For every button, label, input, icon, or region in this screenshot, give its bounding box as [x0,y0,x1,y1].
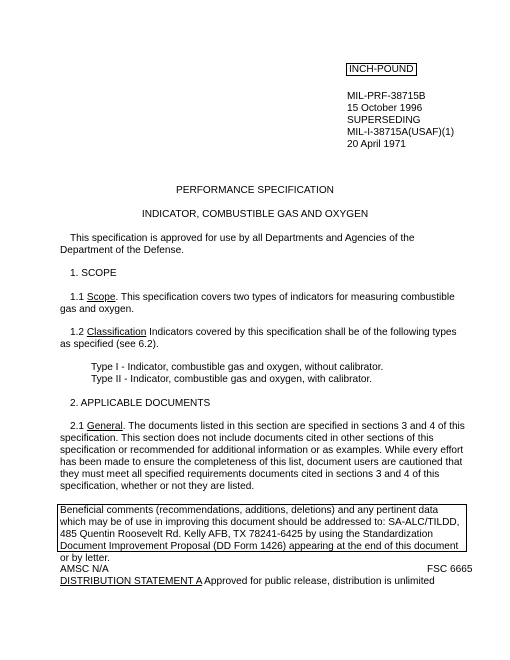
type-1-item: Type I - Indicator, combustible gas and oxygen, without calibrator. [91,362,384,373]
fsc-label: FSC 6665 [427,564,473,575]
doc-number: MIL-PRF-38715B [347,91,426,102]
comments-notice-box: Beneficial comments (recommendations, additions, deletions) and any pertinent data which may be of use in improving this document should be addressed to: SA-ALC/TILDD, 485 Quentin Roosevelt Rd. Kelly AFB, TX 78241-6425 by using the Standardization Document Improvement Proposal (DD Form 1426) appearing at the end of this document or by letter. [57,504,467,552]
classification-label: Classification [86,327,147,338]
scope-number: 1.1 [70,292,85,303]
general-text: . The documents listed in this section are specified in sections 3 and 4 of this specification. This section does not include documents cited in other sections of this specification or recommended for additional information or as examples. While every effort has been made to ensure the completeness of this list, document users are cautioned that they must meet all specified requirements documents cited in sections 3 and 4 of this specification, whether or not they are listed. [60,421,465,492]
superseded-date: 20 April 1971 [347,139,406,150]
general-number: 2.1 [70,421,85,432]
general-label: General [86,421,123,432]
scope-label: Scope [86,292,116,303]
superseding-label: SUPERSEDING [347,115,421,126]
distribution-statement [60,576,435,588]
intro-paragraph: This specification is approved for use by all Departments and Agencies of the Department of the Defense. [60,233,415,256]
distribution-label: DISTRIBUTION STATEMENT A [60,576,202,587]
general-paragraph [60,421,468,493]
amsc-label: AMSC N/A [60,564,109,575]
classification-number: 1.2 [70,327,85,338]
superseded-number: MIL-I-38715A(USAF)(1) [347,127,455,138]
distribution-text: Approved for public release, distribution is unlimited [201,576,435,587]
inch-pound-label [346,64,417,76]
section1-heading: 1. SCOPE [70,268,117,279]
spec-type-title: PERFORMANCE SPECIFICATION [176,185,334,196]
scope-text: . This specification covers two types of indicators for measuring combustible gas and oxygen. [60,292,455,315]
spec-subject-title: INDICATOR, COMBUSTIBLE GAS AND OXYGEN [141,209,369,220]
doc-date: 15 October 1996 [347,103,423,114]
section2-heading: 2. APPLICABLE DOCUMENTS [70,398,211,409]
type-2-item: Type II - Indicator, combustible gas and oxygen, with calibrator. [91,374,373,385]
classification-paragraph [60,327,468,351]
inch-pound-box: INCH-POUND [346,63,417,76]
classification-text: Indicators covered by this specification shall be of the following types as specified (see 6.2). [60,327,457,350]
scope-paragraph [60,292,468,316]
